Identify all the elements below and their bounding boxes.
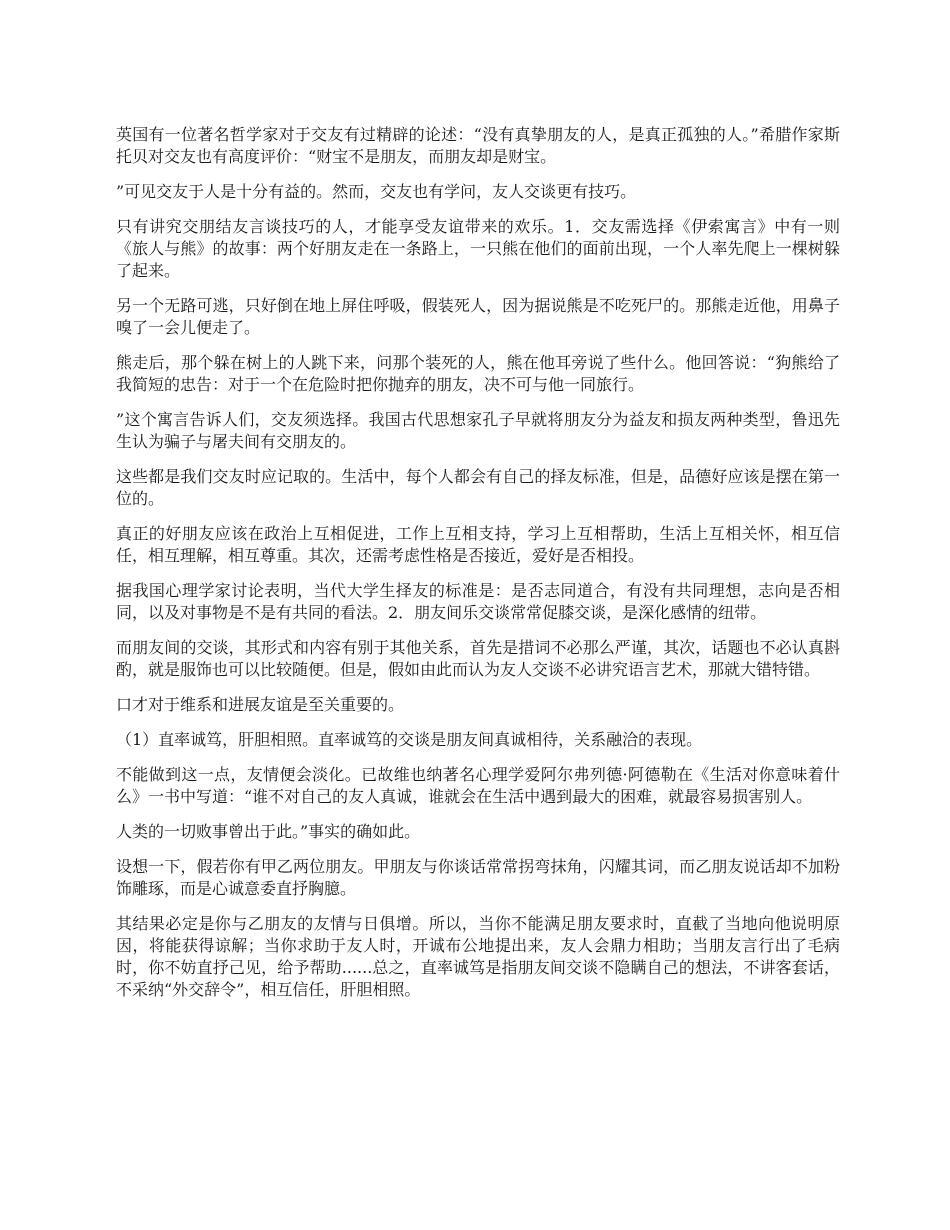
paragraph: 只有讲究交朋结友言谈技巧的人，才能享受友谊带来的欢乐。1．交友需选择《伊索寓言》中有一则《旅人与熊》的故事：两个好朋友走在一条路上，一只熊在他们的面前出现，一个人率先爬上一棵树躲了起来。	[116, 217, 840, 280]
paragraph: 真正的好朋友应该在政治上互相促进，工作上互相支持，学习上互相帮助，生活上互相关怀，相互信任，相互理解，相互尊重。其次，还需考虑性格是否接近，爱好是否相投。	[116, 524, 840, 565]
paragraph: 英国有一位著名哲学家对于交友有过精辟的论述：“没有真挚朋友的人，是真正孤独的人。”希腊作家斯托贝对交友也有高度评价：“财宝不是朋友，而朋友却是财宝。	[116, 125, 840, 166]
paragraph: 设想一下，假若你有甲乙两位朋友。甲朋友与你谈话常常拐弯抹角，闪耀其词，而乙朋友说话却不加粉饰雕琢，而是心诚意委直抒胸臆。	[116, 857, 840, 898]
paragraph: 不能做到这一点，友情便会淡化。已故维也纳著名心理学爱阿尔弗列德·阿德勒在《生活对你意味着什么》一书中写道：“谁不对自己的友人真诚，谁就会在生活中遇到最大的困难，就最容易损害别人。	[116, 765, 840, 806]
paragraph: 据我国心理学家讨论表明，当代大学生择友的标准是：是否志同道合，有没有共同理想，志向是否相同，以及对事物是不是有共同的看法。2．朋友间乐交谈常常促膝交谈，是深化感情的纽带。	[116, 581, 840, 622]
paragraph: ”这个寓言告诉人们，交友须选择。我国古代思想家孔子早就将朋友分为益友和损友两种类型，鲁迅先生认为骗子与屠夫间有交朋友的。	[116, 410, 840, 451]
document-body	[116, 124, 840, 1014]
paragraph: 口才对于维系和进展友谊是至关重要的。	[116, 695, 405, 714]
paragraph: 而朋友间的交谈，其形式和内容有别于其他关系，首先是措词不必那么严谨，其次，话题也不必认真斟酌，就是服饰也可以比较随便。但是，假如由此而认为友人交谈不必讲究语言艺术，那就大错特错。	[116, 638, 840, 679]
paragraph: ”可见交友于人是十分有益的。然而，交友也有学问，友人交谈更有技巧。	[116, 182, 637, 201]
paragraph: 其结果必定是你与乙朋友的友情与日俱增。所以，当你不能满足朋友要求时，直截了当地向他说明原因，将能获得谅解；当你求助于友人时，开诚布公地提出来，友人会鼎力相助；当朋友言行出了毛病时，你不妨直抒己见，给予帮助......总之，直率诚笃是指朋友间交谈不隐瞒自己的想法，不讲客套话，不采纳“外交辞令”，相互信任，肝胆相照。	[116, 914, 840, 999]
paragraph: 熊走后，那个躲在树上的人跳下来，问那个装死的人，熊在他耳旁说了些什么。他回答说：“狗熊给了我简短的忠告：对于一个在危险时把你抛弃的朋友，决不可与他一同旅行。	[116, 353, 840, 394]
paragraph: （1）直率诚笃，肝胆相照。直率诚笃的交谈是朋友间真诚相待，关系融洽的表现。	[116, 730, 703, 749]
paragraph: 人类的一切败事曾出于此。”事实的确如此。	[116, 822, 421, 841]
paragraph: 这些都是我们交友时应记取的。生活中，每个人都会有自己的择友标准，但是，品德好应该是摆在第一位的。	[116, 467, 840, 508]
paragraph: 另一个无路可逃，只好倒在地上屏住呼吸，假装死人，因为据说熊是不吃死尸的。那熊走近他，用鼻子嗅了一会儿便走了。	[116, 296, 840, 337]
